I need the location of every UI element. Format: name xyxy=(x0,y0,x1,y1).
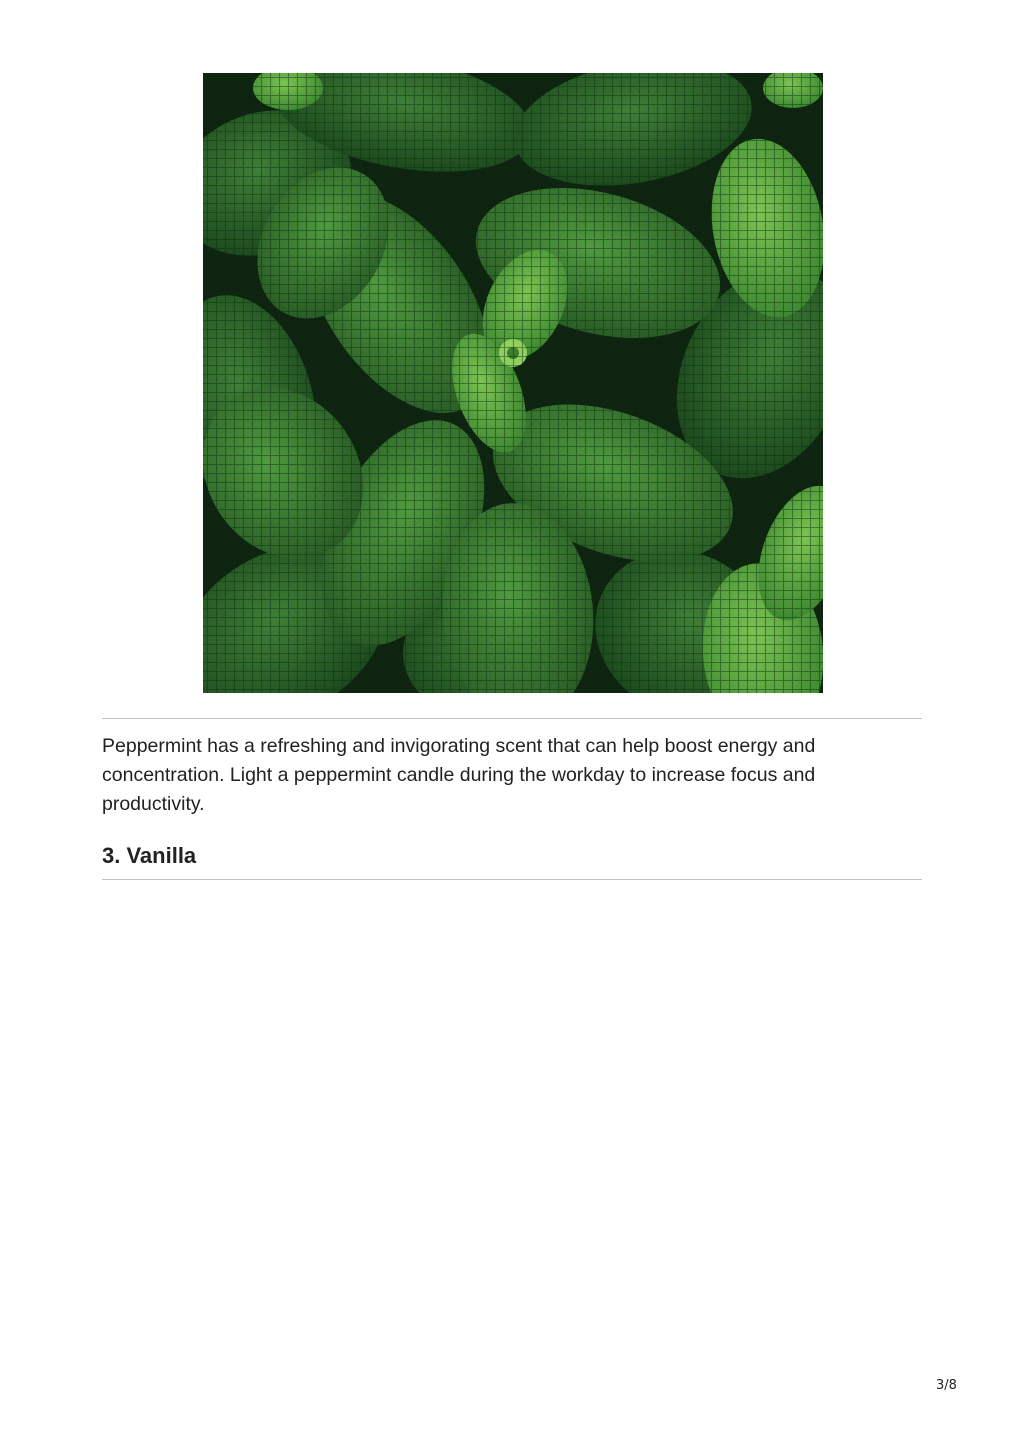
peppermint-leaves-photo xyxy=(203,73,823,693)
section-heading-vanilla: 3. Vanilla xyxy=(102,843,197,868)
divider-bottom xyxy=(102,879,922,880)
page-number: 3/8 xyxy=(936,1378,957,1393)
divider-top xyxy=(102,718,922,719)
peppermint-paragraph: Peppermint has a refreshing and invigorating scent that can help boost energy and concentration. Light a peppermint candle during the workday to increase focus and productivity. xyxy=(102,735,816,815)
